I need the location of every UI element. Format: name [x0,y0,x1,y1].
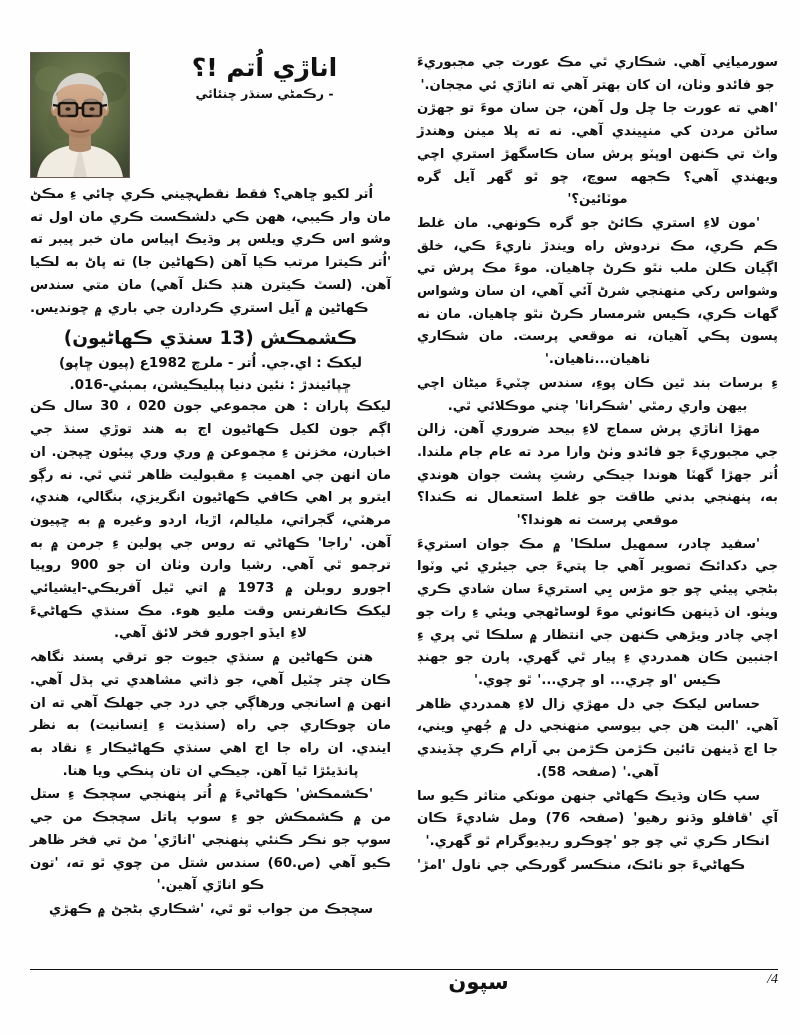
author-portrait-photo [30,52,130,178]
book-meta-publisher: ڇپائيندڙ : نئين دنيا پبليڪيشن، بمبئي-016. [69,376,352,393]
paragraph: 'سفيد چادر، سمهيل سلڪا' ۾ مڪ جوان استريءَ جي دکدائڪ تصوير آهي جا پتيءَ جي جيئري ئي وٽوا بڻجي پيئي چو جو مڙس بِي استريءَ سان شادي ڪري ويٺو. ان ڏينهن ڪانوئي موءَ لوساڻهجي ويئي ءِ رات جو اچي چادر ويڙهي ڪنهن جي انتظار ۾ سلڪا ٿي پري ءِ اجنبين ڪان همدردي ءِ پيار ٿي گهري. پارن جو جهنڊ ڪيس 'او چري... او چري...' ٿو چوي.' [417,536,778,688]
paragraph: مهڙا اناڙي پرش سماج لاءِ بيحد ضروري آهن. زالن جي مجبوريءَ جو فائدو وٺڻ وارا مرد ته عام جام ملندا. اُتر جهڙا گهٽا هوندا جيڪي رشتِ پشت جوان هوندي به، پنهنجي بدني طاقت جو غلط استعمال نه ڪندا؟ موقعي پرست نه هوندا؟' [417,422,778,529]
page-footer [30,969,778,993]
paragraph: 'اهي ته عورت جا چل ول آهن، جن سان موءَ تو جهڙن ساڻن مردن کي منڀيندي آهي. نه ته پلا مينن وهندڙ واٽ تي ڪنهن اوپٽو پرش سان ڪاسگهڙ استري اچي ويهندي آهي؟ ڪجهه سوچ، چو ٿو گهر آيل گره موٽائين؟' [417,101,778,208]
paragraph: 'ڪشمڪش' ڪهاڻيءَ ۾ اُتر پنهنجي سچجڪ ءِ ستل من ۾ ڪشمڪش جو ءِ سوپ پاتل سچجڪ من جي سوپ جو نڪر ڪنئي پنهنجي 'اناڙي' مڻ تي فخر ظاهر ڪيو آهي (ص.60) سندس شتل من چوي ٿو ته، 'تون ڪو اناڙي آهين.' [30,787,391,894]
paragraph: 'مون لاءِ استري ڪائڻ جو گره ڪونهي. مان غلط ڪم ڪري، مڪ نردوش راه ويندڙ ناريءَ ڪي، خلق اڳيان ڪلن ملب نٿو ڪرڻ چاهيان. موءَ مڪ پرش تي وشواس رکي منهنجي شرڻ آئي آهي، ان سان وشواس گهات ڪري، ڪيس شرمسار ڪرڻ نٿو چاهيان. مان نه پسون پڪي آهيان، نه موقعي پرست. مان شڪاري ناهيان...ناهيان.' [417,215,778,368]
two-column-body [30,52,778,950]
page-number: 4/ [767,972,778,987]
left-column [417,52,778,950]
paragraph: سورميانِي آهي. شڪاري ٿي مڪ عورت جي مجبوريءَ جو فائدو وٺان، ان کان بهتر آهي ته اناڙي ئي مڃجان.' [417,55,778,93]
article-byline: - رڪمڻي سنڌر چنئائي [195,85,334,101]
paragraph: ليکڪ پاران : هن مجموعي جون 020 ، 30 سال ڪن اڳم جون لکيل ڪهاڻيون اڄ به هند توڙي سنڌ جي اخبارن، مخزنن ءِ مجموعن ۾ وري وري پيئون ڇپجن. ان مان انهن جي اهميت ءِ مقبوليت ظاهر ٿني ٿي. نه رڳو ايترو پر اهي ڪافي ڪهاڻيون انگريزي، بنگالي، هندي، مرهٽي، گجراتي، مليالم، اڙيا، اردو وغيره ۾ به ڇپيون آهن. 'راجا' ڪهاڻي ته روس جي پولين ءِ جرمن ۾ به ترجمو ٿي آهي. رشيا وارن وٺان ان جو 900 روپيا اجورو روبلن ۾ 1973 ۾ اتي ٿيل آفريڪي-ايشيائي ليکڪ ڪانفرنس وقت مليو هوء. مڪ سنڌي ڪهاڻيءَ لاءِ ايڏو اجورو فخر لائق آهي. [30,399,391,642]
book-section-title: ڪشمڪش (13 سنڌي ڪهاڻيون) [63,328,358,350]
paragraph: سپ ڪان وڌيڪ ڪهاڻي جنهن مونکي متاثر ڪيو سا آي 'قافلو وڌنو رهيو' (صفحہ 76) ومل شاديءَ ڪان انڪار ڪري ٿي چو جو 'چوڪرو ريڊيوگرام ٿو گهري.' [417,788,778,849]
paragraph: اُتر لکيو ڇاهي؟ فقط نقطہچيني ڪري چائي ءِ مڪڻ مان وار ڪيبي، ههن ڪي دلشڪست ڪري مان اول ته وشو اس ڪري ويلس پر وڌيڪ اپياس مان خبر پيبر ته 'اُتر ڪيترا مرتب ڪيا آهن (ڪهاڻين جا) ته پاڻ به لڪيا آهن. (لسٽ ڪيترن هنڊ ڪنل آهي) مان متي سندس ڪهاڻين ۾ آيل استري ڪردارن جي باري ۾ چونديس. [30,187,391,316]
paragraph: ءِ برسات بند ٿين ڪان پوءِ، سندس چٽيءَ ميڻان اچي بيهن واري رمٿي 'شڪرانا' چني موڪلائي ٿي. [417,375,778,414]
book-meta-author: ليکڪ : اي.جي. اُتر - ملرچ 1982ع (پيون ڇاپو) [59,355,362,372]
article-masthead [30,52,391,178]
right-column [30,52,391,950]
magazine-title: سپون [448,970,509,994]
footer-divider [30,969,778,970]
footer-row [30,972,778,993]
headline-block [138,52,391,101]
paragraph: ڪهاڻيءَ جو نائڪ، منڪسر گورڪي جي ناول 'امڙ' [417,857,746,873]
paragraph: هنن ڪهاڻين ۾ سنڌي جيوت جو ترقي پسند نگاهہ ڪان چتر چٽيل آهي، جو ذاتي مشاهدي تي ٻڌل آهي. انهن ۾ اسانجي ورهاڳي جي درد جي جهلڪ آهي ته ان مان چوڪاري جي راه (سنڌيت ءِ اِنسانيت) به نظر ايندي. ان راه جا اڄ اهي سنڌي ڪهاڻيڪار ءِ نقاد به پانڌيئڙا ٿيا آهن. جيڪي ان تان پنڪي ويا هنا. [30,650,391,779]
paragraph: سچجڪ من جواب ٿو ٿي، 'شڪاري بڻجڻ ۾ ڪهڙي [49,901,373,917]
article-headline: اناڙي اُتم !؟ [191,53,338,82]
paragraph: حساس ليکڪ جي دل مهڙي زال لاءِ همدردي ظاهر آهي. 'البت هن جي بيوسي منهنجي دل ۾ جُهيِ ويني، جا اچ ڏينهن تائين ڪڙمن ڪڙمن بي آرام ڪري چڏيندي آهي.' (صفحہ 58). [417,696,778,780]
